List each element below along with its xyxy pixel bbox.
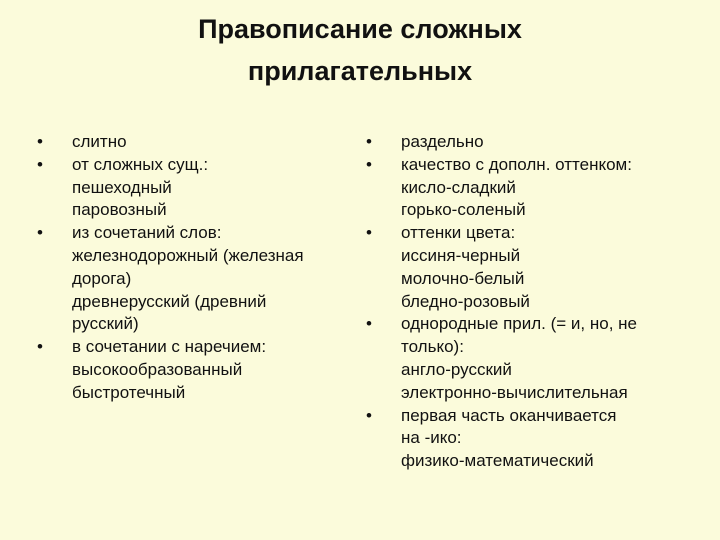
item-heading: от сложных сущ.:: [72, 154, 209, 174]
item-heading: однородные прил. (= и, но, не: [401, 314, 637, 334]
item-heading: из сочетаний слов:: [72, 223, 222, 243]
example-line: электронно-вычислительная: [401, 382, 628, 402]
bullet-icon: •: [366, 154, 372, 174]
bullet-icon: •: [37, 223, 43, 243]
list-item: [366, 405, 691, 473]
right-bullet-list: [366, 131, 691, 473]
list-item: [37, 222, 357, 336]
example-line: кисло-сладкий: [401, 177, 516, 197]
item-heading: слитно: [72, 132, 127, 151]
example-line: пешеходный: [72, 177, 172, 197]
left-column: [37, 131, 357, 405]
bullet-icon: •: [366, 132, 372, 151]
right-column: [366, 131, 691, 473]
item-heading: в сочетании с наречием:: [72, 337, 267, 357]
example-line: бледно-розовый: [401, 291, 530, 311]
example-line: древнерусский (древний: [72, 291, 267, 311]
bullet-icon: •: [37, 154, 43, 174]
bullet-icon: •: [366, 314, 372, 334]
item-heading: раздельно: [401, 132, 484, 151]
item-heading: качество с дополн. оттенком:: [401, 154, 632, 174]
bullet-icon: •: [366, 223, 372, 243]
list-item: [366, 313, 691, 404]
bullet-icon: •: [366, 405, 372, 425]
example-line: только):: [401, 337, 464, 357]
list-item: [366, 222, 691, 313]
item-heading: оттенки цвета:: [401, 223, 516, 243]
list-item: [37, 336, 357, 404]
left-bullet-list: [37, 131, 357, 405]
bullet-icon: •: [37, 337, 43, 357]
example-line: дорога): [72, 268, 132, 288]
example-line: паровозный: [72, 200, 167, 220]
slide-title: [60, 8, 660, 92]
bullet-icon: •: [37, 132, 43, 151]
example-line: русский): [72, 314, 139, 334]
example-line: горько-соленый: [401, 200, 526, 220]
list-item: [366, 154, 691, 222]
list-item: [37, 131, 357, 154]
list-item: [37, 154, 357, 222]
example-line: высокообразованный: [72, 359, 243, 379]
example-line: железнодорожный (железная: [72, 245, 304, 265]
title-line: прилагательных: [247, 56, 473, 86]
example-line: англо-русский: [401, 359, 512, 379]
title-line: Правописание сложных: [198, 14, 522, 44]
example-line: физико-математический: [401, 451, 594, 471]
list-item: [366, 131, 691, 154]
example-line: на -ико:: [401, 428, 462, 448]
example-line: быстротечный: [72, 382, 186, 402]
item-heading: первая часть оканчивается: [401, 405, 617, 425]
example-line: молочно-белый: [401, 268, 525, 288]
example-line: иссиня-черный: [401, 245, 521, 265]
